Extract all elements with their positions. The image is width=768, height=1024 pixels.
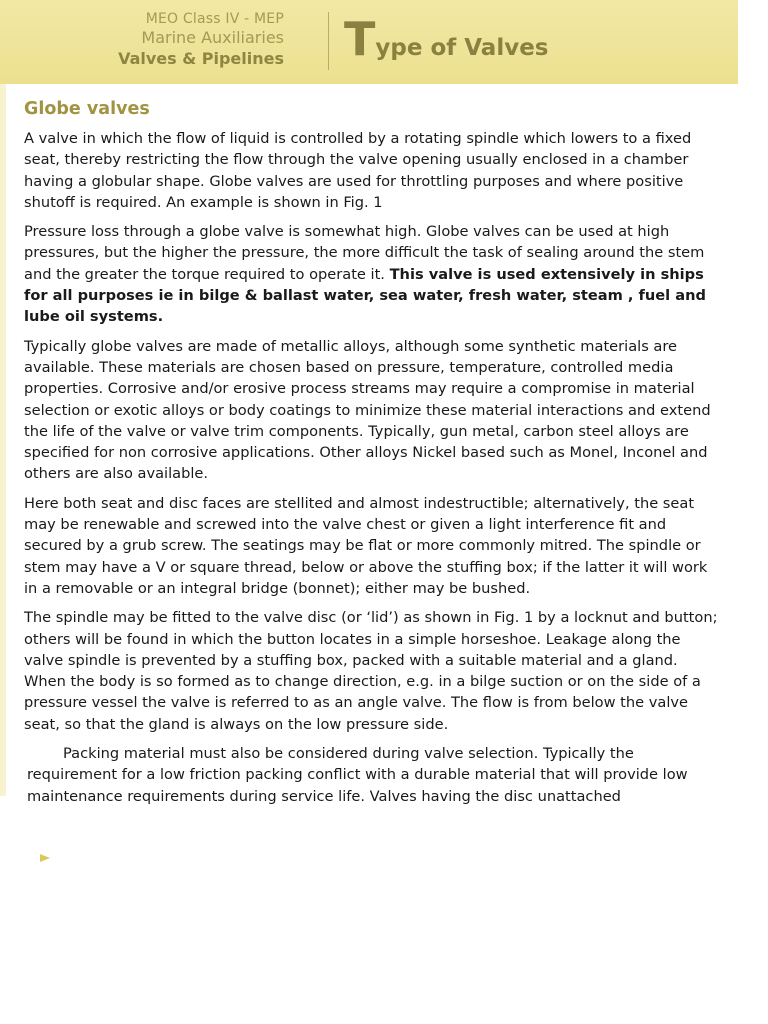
- header-subject: Marine Auxiliaries: [141, 28, 284, 47]
- section-heading: Globe valves: [24, 99, 150, 119]
- page-title-initial: T: [344, 12, 376, 66]
- page-title: [344, 12, 549, 71]
- header-divider: [328, 12, 329, 70]
- page-corner-marker: [40, 854, 50, 862]
- paragraph-3: Typically globe valves are made of metallic alloys, although some synthetic materials are available. These materials are chosen based on pressure, temperature, controlled media properties. Corrosive and/or erosive process streams may require a compromise in material selection or exotic alloys or body coatings to minimize these material interactions and extend the life of the valve or valve trim components. Typically, gun metal, carbon steel alloys are specified for non corrosive applications. Other alloys Nickel based such as Monel, Inconel and others are also available.: [24, 337, 711, 483]
- paragraph-5: The spindle may be fitted to the valve disc (or ‘lid’) as shown in Fig. 1 by a locknut and button; others will be found in which the button locates in a simple horseshoe. Leakage along the valve spindle is prevented by a stuffing box, packed with a suitable material and a gland. When the body is so formed as to change direction, e.g. in a bilge suction or on the side of a pressure vessel the valve is referred to as an angle valve. The flow is from below the valve seat, so that the gland is always on the low pressure side.: [24, 609, 718, 733]
- header-course-block: [118, 10, 284, 69]
- paragraph-2-text: Pressure loss through a globe valve is somewhat high. Globe valves can be used at high pressures, but the higher the pressure, the more difficult the task of sealing around the stem and the greater the torque required to operate it.: [24, 223, 705, 283]
- left-margin-bar: [0, 84, 6, 796]
- paragraph-2: [24, 221, 724, 327]
- paragraph-4: Here both seat and disc faces are stellited and almost indestructible; alternatively, the seat may be renewable and screwed into the valve chest or given a light interference fit and secured by a grub screw. The seatings may be flat or more commonly mitred. The spindle or stem may have a V or square thread, below or above the stuffing box; if the latter it will work in a removable or an integral bridge (bonnet); either may be bushed.: [24, 494, 708, 597]
- page-title-rest: ype of Valves: [375, 35, 549, 61]
- header-topic: Valves & Pipelines: [118, 49, 284, 68]
- paragraph-1: A valve in which the flow of liquid is controlled by a rotating spindle which lowers to a fixed seat, thereby restricting the flow through the valve opening usually enclosed in a chamber having a globular shape. Globe valves are used for throttling purposes and where positive shutoff is required. An example is shown in Fig. 1: [24, 130, 692, 211]
- header-course: MEO Class IV - MEP: [145, 11, 284, 27]
- paragraph-6: Packing material must also be considered during valve selection. Typically the requirement for a low friction packing conflict with a durable material that will provide low maintenance requirements during service life. Valves having the disc unattached: [27, 745, 688, 805]
- paragraph-2-bold: This valve is used extensively in ships for all purposes ie in bilge & ballast water, sea water, fresh water, steam , fuel and lube oil systems.: [24, 265, 706, 326]
- page-header: [0, 0, 738, 84]
- document-body: [24, 96, 724, 815]
